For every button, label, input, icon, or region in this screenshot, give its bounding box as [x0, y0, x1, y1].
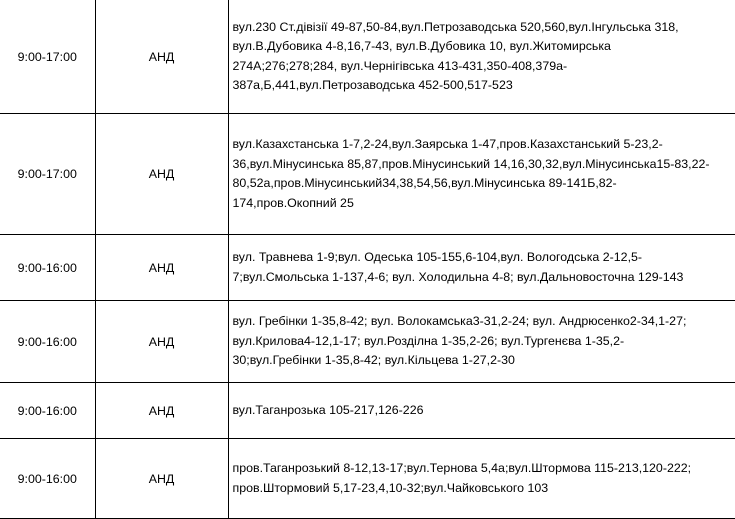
address-line: вул.Крилова4-12,1-17; вул.Розділна 1-35,2-26; вул.Тургенєва 1-35,2-	[233, 332, 735, 352]
addresses-cell	[228, 439, 735, 519]
time-cell: 9:00-17:00	[0, 0, 95, 114]
organization-cell: АНД	[95, 383, 228, 439]
table-row	[0, 114, 735, 235]
time-cell: 9:00-17:00	[0, 114, 95, 235]
organization-cell: АНД	[95, 235, 228, 301]
table-row	[0, 301, 735, 383]
addresses-cell	[228, 0, 735, 114]
time-cell: 9:00-16:00	[0, 235, 95, 301]
address-line: вул. Гребінки 1-35,8-42; вул. Волокамська3-31,2-24; вул. Андрюсенко2-34,1-27;	[233, 312, 735, 332]
time-cell: 9:00-16:00	[0, 383, 95, 439]
address-line: вул.230 Ст.дівізії 49-87,50-84,вул.Петрозаводська 520,560,вул.Інгульська 318,	[233, 18, 735, 38]
organization-cell: АНД	[95, 0, 228, 114]
address-line: 174,пров.Окопний 25	[233, 194, 735, 214]
address-line: пров.Штормовий 5,17-23,4,10-32;вул.Чайковського 103	[233, 479, 735, 499]
address-line: пров.Таганрозький 8-12,13-17;вул.Тернова 5,4а;вул.Штормова 115-213,120-222;	[233, 459, 735, 479]
organization-cell: АНД	[95, 439, 228, 519]
addresses-cell	[228, 383, 735, 439]
time-cell: 9:00-16:00	[0, 439, 95, 519]
address-line: 7;вул.Смольська 1-137,4-6; вул. Холодильна 4-8; вул.Дальновосточна 129-143	[233, 268, 735, 288]
address-line: 387а,Б,441,вул.Петрозаводська 452-500,517-523	[233, 76, 735, 96]
address-line: 36,вул.Мінусинська 85,87,пров.Мінусинський 14,16,30,32,вул.Мінусинська15-83,22-	[233, 155, 735, 175]
table-row	[0, 439, 735, 519]
time-cell: 9:00-16:00	[0, 301, 95, 383]
table-row	[0, 383, 735, 439]
addresses-cell	[228, 235, 735, 301]
address-line: 30;вул.Гребінки 1-35,8-42; вул.Кільцева 1-27,2-30	[233, 351, 735, 371]
addresses-cell	[228, 114, 735, 235]
organization-cell: АНД	[95, 114, 228, 235]
address-line: вул.Казахстанська 1-7,2-24,вул.Заярська 1-47,пров.Казахстанський 5-23,2-	[233, 135, 735, 155]
address-line: вул.В.Дубовика 4-8,16,7-43, вул.В.Дубовика 10, вул.Житомирська	[233, 37, 735, 57]
address-line: вул. Травнева 1-9;вул. Одеська 105-155,6-104,вул. Вологодська 2-12,5-	[233, 248, 735, 268]
addresses-cell	[228, 301, 735, 383]
address-line: 274А;276;278;284, вул.Чернігівська 413-431,350-408,379а-	[233, 57, 735, 77]
address-line: 80,52а,пров.Мінусинський34,38,54,56,вул.Мінусинська 89-141Б,82-	[233, 174, 735, 194]
address-line: вул.Таганрозька 105-217,126-226	[233, 401, 735, 421]
organization-cell: АНД	[95, 301, 228, 383]
table-row	[0, 235, 735, 301]
table-row	[0, 0, 735, 114]
